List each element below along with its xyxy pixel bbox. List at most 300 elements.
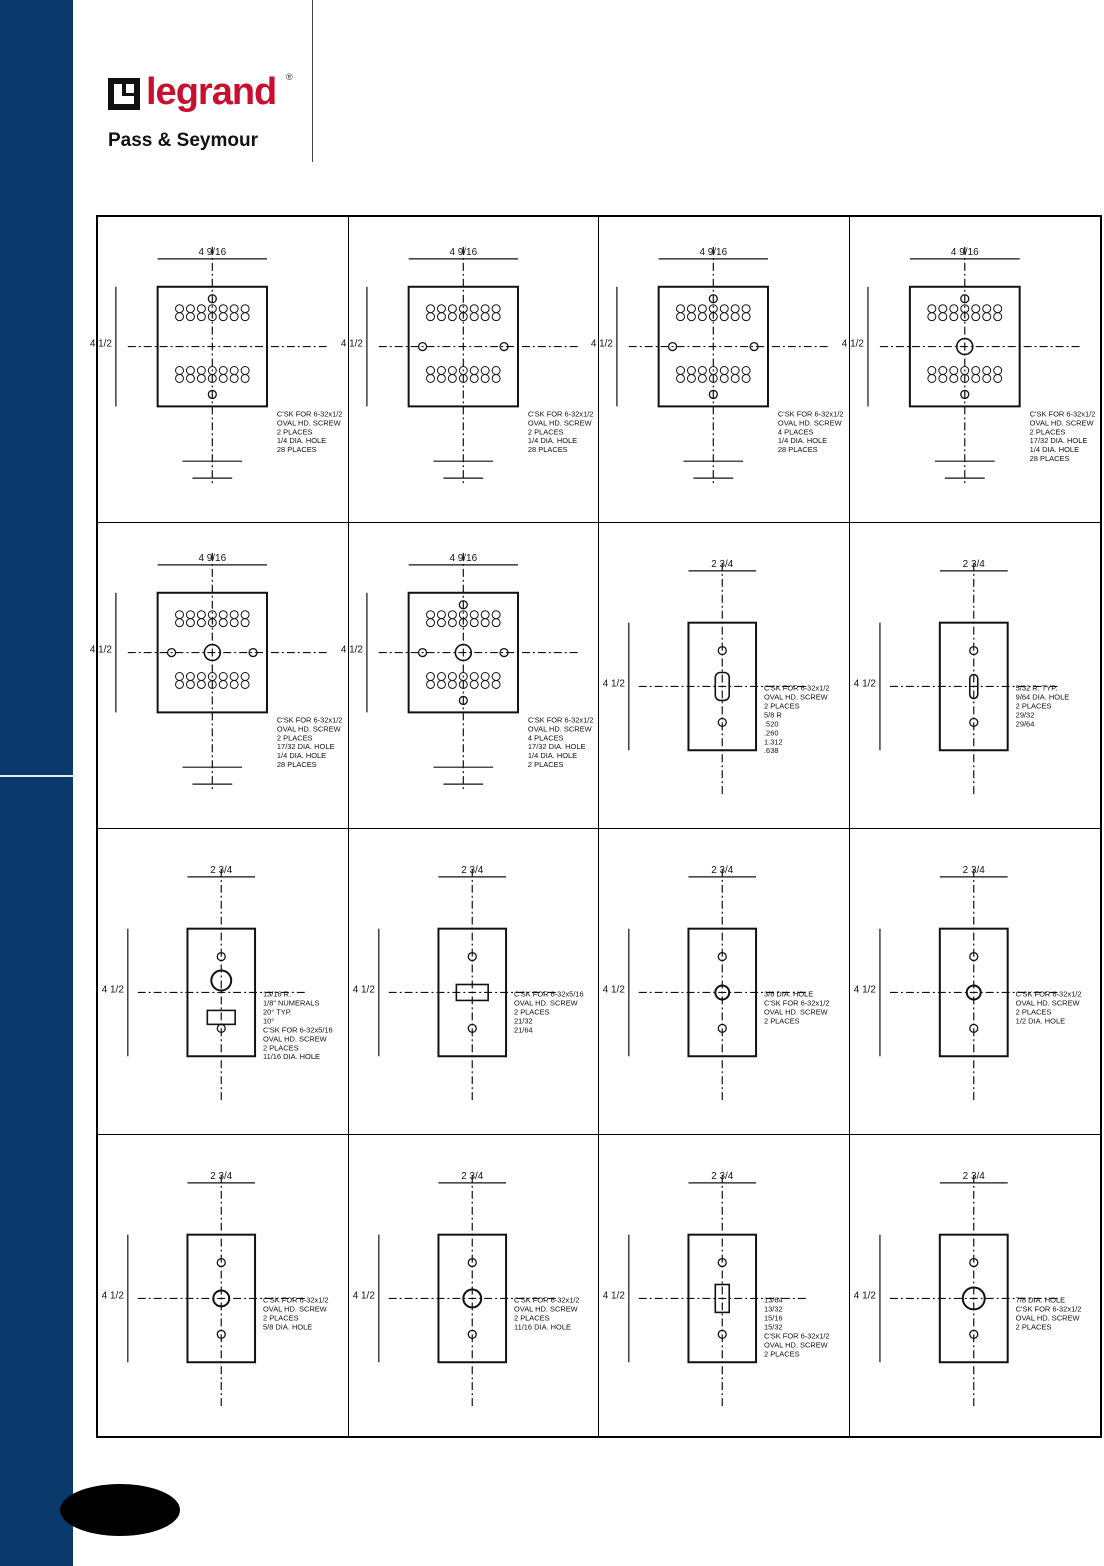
note-6: 1.312 <box>764 737 783 747</box>
note-1: OVAL HD. SCREW <box>1029 418 1094 428</box>
terminal-hole <box>720 374 728 382</box>
note-1: OVAL HD. SCREW <box>276 418 341 428</box>
note-5: 2 PLACES <box>527 760 564 770</box>
terminal-hole <box>742 374 750 382</box>
drawing-svg <box>89 523 348 828</box>
note-0: C'SK FOR 6-32x5/16 <box>513 989 584 999</box>
terminal-hole <box>938 313 946 321</box>
note-2: 4 PLACES <box>527 733 564 743</box>
note-6: 2 PLACES <box>263 1043 299 1053</box>
terminal-hole <box>426 673 434 681</box>
height-label: 4 1/2 <box>853 984 876 996</box>
height-label: 4 1/2 <box>602 1290 625 1302</box>
terminal-hole <box>197 673 205 681</box>
terminal-hole <box>448 367 456 375</box>
terminal-hole <box>241 611 249 619</box>
terminal-hole <box>470 305 478 313</box>
terminal-hole <box>971 367 979 375</box>
note-0: C'SK FOR 6-32x1/2 <box>527 409 593 419</box>
terminal-hole <box>949 374 957 382</box>
terminal-hole <box>241 673 249 681</box>
terminal-hole <box>197 680 205 688</box>
terminal-hole <box>197 619 205 627</box>
header-rule <box>312 0 313 162</box>
note-2: 15/16 <box>764 1313 783 1323</box>
note-2: 2 PLACES <box>1029 427 1065 437</box>
note-3: 15/32 <box>764 1322 783 1332</box>
drawing-svg <box>850 1135 1101 1436</box>
note-1: 1/8" NUMERALS <box>263 998 320 1008</box>
width-label: 4 9/16 <box>699 246 728 258</box>
note-2: 4 PLACES <box>777 427 814 437</box>
width-label: 2 3/4 <box>460 1170 483 1182</box>
terminal-hole <box>470 680 478 688</box>
terminal-hole <box>949 313 957 321</box>
note-3: 17/32 DIA. HOLE <box>1029 436 1087 446</box>
note-1: 13/32 <box>764 1304 783 1314</box>
terminal-hole <box>698 374 706 382</box>
terminal-hole <box>731 367 739 375</box>
terminal-hole <box>426 611 434 619</box>
height-label: 4 1/2 <box>89 644 112 656</box>
terminal-hole <box>197 305 205 313</box>
terminal-hole <box>481 619 489 627</box>
terminal-hole <box>720 367 728 375</box>
width-label: 2 3/4 <box>962 1170 985 1182</box>
terminal-hole <box>492 313 500 321</box>
terminal-hole <box>982 367 990 375</box>
note-1: C'SK FOR 6-32x1/2 <box>1015 1304 1081 1314</box>
drawing-svg <box>89 217 348 522</box>
note-4: 28 PLACES <box>777 445 818 455</box>
terminal-hole <box>437 619 445 627</box>
note-1: OVAL HD. SCREW <box>777 418 842 428</box>
height-label: 4 1/2 <box>590 338 613 350</box>
plate-drawing-5 <box>89 523 349 829</box>
terminal-hole <box>186 374 194 382</box>
note-2: 2 PLACES <box>513 1313 550 1323</box>
note-0: 7/8 DIA. HOLE <box>1015 1295 1065 1305</box>
note-2: OVAL HD. SCREW <box>764 1007 828 1017</box>
plate-drawing-6 <box>340 523 600 829</box>
note-3: 1/4 DIA. HOLE <box>276 436 327 446</box>
terminal-hole <box>938 367 946 375</box>
height-label: 4 1/2 <box>101 984 124 996</box>
plate-drawing-8 <box>850 523 1101 829</box>
logo-wordmark: legrand <box>146 71 277 113</box>
note-0: C'SK FOR 6-32x1/2 <box>263 1295 329 1305</box>
height-label: 4 1/2 <box>853 678 876 690</box>
terminal-hole <box>982 305 990 313</box>
terminal-hole <box>437 367 445 375</box>
note-0: 13/64 <box>764 1295 783 1305</box>
terminal-hole <box>197 374 205 382</box>
note-1: OVAL HD. SCREW <box>513 998 578 1008</box>
plate-drawing-11 <box>599 829 850 1135</box>
legrand-logo <box>108 72 308 162</box>
terminal-hole <box>197 611 205 619</box>
note-1: OVAL HD. SCREW <box>764 692 828 702</box>
sidebar-divider <box>0 775 73 777</box>
terminal-hole <box>219 374 227 382</box>
note-2: 2 PLACES <box>527 427 564 437</box>
terminal-hole <box>186 313 194 321</box>
note-3: 2 PLACES <box>1015 1322 1051 1332</box>
terminal-hole <box>437 680 445 688</box>
terminal-hole <box>448 619 456 627</box>
note-0: C'SK FOR 6-32x1/2 <box>276 409 343 419</box>
plate-drawing-1 <box>89 217 349 523</box>
plate-drawing-13 <box>98 1135 349 1436</box>
note-1: OVAL HD. SCREW <box>276 724 341 734</box>
terminal-hole <box>186 367 194 375</box>
terminal-hole <box>481 673 489 681</box>
terminal-hole <box>176 680 184 688</box>
terminal-hole <box>481 680 489 688</box>
terminal-hole <box>186 619 194 627</box>
terminal-hole <box>993 313 1001 321</box>
note-2: 2 PLACES <box>513 1007 550 1017</box>
note-5: OVAL HD. SCREW <box>764 1340 828 1350</box>
note-0: 13/16 R. <box>263 989 292 999</box>
note-3: 21/32 <box>513 1016 533 1026</box>
terminal-hole <box>219 313 227 321</box>
note-6: 2 PLACES <box>764 1349 800 1359</box>
note-3: 10° <box>263 1016 275 1026</box>
terminal-hole <box>949 305 957 313</box>
terminal-hole <box>230 680 238 688</box>
terminal-hole <box>971 374 979 382</box>
terminal-hole <box>938 305 946 313</box>
sidebar-band <box>0 0 73 1566</box>
terminal-hole <box>698 367 706 375</box>
plate-drawing-14 <box>349 1135 600 1436</box>
drawing-svg <box>340 523 599 828</box>
terminal-hole <box>687 374 695 382</box>
plate-drawing-12 <box>850 829 1101 1135</box>
width-label: 2 3/4 <box>962 864 985 876</box>
terminal-hole <box>230 611 238 619</box>
terminal-hole <box>481 305 489 313</box>
terminal-hole <box>230 673 238 681</box>
height-label: 4 1/2 <box>602 678 625 690</box>
width-label: 2 3/4 <box>711 558 734 570</box>
terminal-hole <box>687 367 695 375</box>
note-2: 2 PLACES <box>764 701 800 711</box>
terminal-hole <box>437 313 445 321</box>
drawing-svg <box>340 217 599 522</box>
width-label: 4 9/16 <box>449 246 477 258</box>
note-0: C'SK FOR 6-32x1/2 <box>764 683 830 693</box>
terminal-hole <box>927 367 935 375</box>
terminal-hole <box>470 313 478 321</box>
note-1: OVAL HD. SCREW <box>527 418 592 428</box>
page-number-oval <box>60 1484 180 1536</box>
height-label: 4 1/2 <box>101 1290 124 1302</box>
terminal-hole <box>230 619 238 627</box>
terminal-hole <box>219 305 227 313</box>
plate-drawing-7 <box>599 523 850 829</box>
terminal-hole <box>470 367 478 375</box>
width-label: 4 9/16 <box>198 246 227 258</box>
terminal-hole <box>731 313 739 321</box>
note-0: 3/8 DIA. HOLE <box>764 989 814 999</box>
note-4: 28 PLACES <box>276 445 317 455</box>
note-1: C'SK FOR 6-32x1/2 <box>764 998 830 1008</box>
note-2: 2 PLACES <box>1015 1007 1051 1017</box>
registered-mark: ® <box>286 72 293 82</box>
terminal-hole <box>176 313 184 321</box>
drawing-svg <box>590 217 849 522</box>
terminal-hole <box>176 367 184 375</box>
plate-drawing-2 <box>340 217 600 523</box>
note-2: 2 PLACES <box>276 733 313 743</box>
note-7: .638 <box>764 746 779 756</box>
terminal-hole <box>230 313 238 321</box>
note-7: 11/16 DIA. HOLE <box>263 1052 320 1062</box>
terminal-hole <box>698 305 706 313</box>
note-0: C'SK FOR 6-32x1/2 <box>276 715 343 725</box>
note-0: C'SK FOR 6-32x1/2 <box>1015 989 1081 999</box>
plate-drawing-3 <box>590 217 850 523</box>
terminal-hole <box>426 305 434 313</box>
terminal-hole <box>993 374 1001 382</box>
terminal-hole <box>742 313 750 321</box>
terminal-hole <box>219 367 227 375</box>
terminal-hole <box>982 313 990 321</box>
terminal-hole <box>971 305 979 313</box>
note-4: 21/64 <box>513 1025 533 1035</box>
plate-drawing-15 <box>599 1135 850 1436</box>
terminal-hole <box>426 367 434 375</box>
note-4: .520 <box>764 719 779 729</box>
drawing-svg <box>349 829 599 1134</box>
terminal-hole <box>492 611 500 619</box>
drawing-svg <box>98 1135 348 1436</box>
width-label: 2 3/4 <box>210 864 233 876</box>
terminal-hole <box>731 305 739 313</box>
note-4: 1/4 DIA. HOLE <box>1029 445 1079 455</box>
terminal-hole <box>176 619 184 627</box>
terminal-hole <box>448 611 456 619</box>
plate-drawing-9 <box>98 829 349 1135</box>
note-3: 1/2 DIA. HOLE <box>1015 1016 1065 1026</box>
terminal-hole <box>241 619 249 627</box>
width-label: 2 3/4 <box>711 1170 734 1182</box>
terminal-hole <box>241 313 249 321</box>
note-4: 29/64 <box>1015 719 1034 729</box>
drawing-svg <box>98 829 348 1134</box>
note-5: OVAL HD. SCREW <box>263 1034 327 1044</box>
terminal-hole <box>742 305 750 313</box>
drawing-svg <box>599 1135 849 1436</box>
terminal-hole <box>186 680 194 688</box>
note-3: 5/8 DIA. HOLE <box>263 1322 313 1332</box>
terminal-hole <box>470 611 478 619</box>
height-label: 4 1/2 <box>352 984 375 996</box>
height-label: 4 1/2 <box>602 984 625 996</box>
terminal-hole <box>982 374 990 382</box>
terminal-hole <box>197 313 205 321</box>
terminal-hole <box>492 374 500 382</box>
terminal-hole <box>241 305 249 313</box>
terminal-hole <box>927 374 935 382</box>
width-label: 2 3/4 <box>210 1170 233 1182</box>
terminal-hole <box>176 611 184 619</box>
terminal-hole <box>949 367 957 375</box>
note-4: 1/4 DIA. HOLE <box>276 751 327 761</box>
drawing-svg <box>349 1135 599 1436</box>
drawing-svg <box>599 829 849 1134</box>
width-label: 2 3/4 <box>962 558 985 570</box>
terminal-hole <box>186 611 194 619</box>
terminal-hole <box>470 673 478 681</box>
terminal-hole <box>448 680 456 688</box>
terminal-hole <box>731 374 739 382</box>
terminal-hole <box>720 305 728 313</box>
terminal-hole <box>492 619 500 627</box>
terminal-hole <box>677 313 685 321</box>
terminal-hole <box>927 313 935 321</box>
drawing-grid <box>89 215 1102 1438</box>
drawing-svg <box>850 523 1101 828</box>
terminal-hole <box>698 313 706 321</box>
plate-drawing-16 <box>850 1135 1101 1436</box>
terminal-hole <box>219 619 227 627</box>
terminal-hole <box>492 305 500 313</box>
terminal-hole <box>492 367 500 375</box>
width-label: 4 9/16 <box>449 552 477 564</box>
terminal-hole <box>437 374 445 382</box>
note-1: OVAL HD. SCREW <box>1015 998 1080 1008</box>
legrand-mark-icon <box>108 78 140 110</box>
terminal-hole <box>448 374 456 382</box>
height-label: 4 1/2 <box>352 1290 375 1302</box>
terminal-hole <box>720 313 728 321</box>
subbrand-name: Pass & Seymour <box>108 130 258 151</box>
note-0: C'SK FOR 6-32x1/2 <box>777 409 844 419</box>
note-3: 2 PLACES <box>764 1016 800 1026</box>
terminal-hole <box>241 367 249 375</box>
note-1: OVAL HD. SCREW <box>527 724 592 734</box>
note-0: C'SK FOR 6-32x1/2 <box>527 715 593 725</box>
terminal-hole <box>481 313 489 321</box>
terminal-hole <box>197 367 205 375</box>
terminal-hole <box>448 313 456 321</box>
terminal-hole <box>492 673 500 681</box>
note-3: 1/4 DIA. HOLE <box>527 436 577 446</box>
terminal-hole <box>448 673 456 681</box>
note-3: 17/32 DIA. HOLE <box>276 742 335 752</box>
terminal-hole <box>971 313 979 321</box>
note-3: 17/32 DIA. HOLE <box>527 742 585 752</box>
terminal-hole <box>481 374 489 382</box>
height-label: 4 1/2 <box>340 338 363 350</box>
note-2: 20° TYP. <box>263 1007 292 1017</box>
note-5: 28 PLACES <box>276 760 317 770</box>
terminal-hole <box>241 374 249 382</box>
terminal-hole <box>176 673 184 681</box>
terminal-hole <box>230 305 238 313</box>
terminal-hole <box>230 367 238 375</box>
note-1: OVAL HD. SCREW <box>263 1304 327 1314</box>
note-3: 29/32 <box>1015 710 1034 720</box>
note-0: C'SK FOR 6-32x1/2 <box>1029 409 1095 419</box>
width-label: 2 3/4 <box>711 864 734 876</box>
terminal-hole <box>687 305 695 313</box>
note-0: 5/32 R. TYP. <box>1015 683 1057 693</box>
terminal-hole <box>426 313 434 321</box>
width-label: 2 3/4 <box>460 864 483 876</box>
terminal-hole <box>186 305 194 313</box>
note-2: 2 PLACES <box>1015 701 1051 711</box>
terminal-hole <box>677 367 685 375</box>
terminal-hole <box>742 367 750 375</box>
terminal-hole <box>448 305 456 313</box>
terminal-hole <box>219 611 227 619</box>
plate-drawing-4 <box>841 217 1101 523</box>
note-3: 1/4 DIA. HOLE <box>777 436 828 446</box>
terminal-hole <box>230 374 238 382</box>
note-4: C'SK FOR 6-32x5/16 <box>263 1025 333 1035</box>
note-5: 28 PLACES <box>1029 454 1070 464</box>
terminal-hole <box>677 305 685 313</box>
terminal-hole <box>219 680 227 688</box>
drawing-svg <box>841 217 1101 522</box>
plate-drawing-10 <box>349 829 600 1135</box>
drawing-svg <box>599 523 849 828</box>
terminal-hole <box>470 619 478 627</box>
note-4: C'SK FOR 6-32x1/2 <box>764 1331 830 1341</box>
height-label: 4 1/2 <box>89 338 112 350</box>
terminal-hole <box>219 673 227 681</box>
note-4: 28 PLACES <box>527 445 568 455</box>
note-2: 2 PLACES <box>263 1313 299 1323</box>
height-label: 4 1/2 <box>853 1290 876 1302</box>
note-1: OVAL HD. SCREW <box>513 1304 578 1314</box>
terminal-hole <box>481 367 489 375</box>
terminal-hole <box>677 374 685 382</box>
drawing-svg <box>850 829 1101 1134</box>
note-3: 5/8 R <box>764 710 782 720</box>
note-1: 9/64 DIA. HOLE <box>1015 692 1069 702</box>
note-3: 11/16 DIA. HOLE <box>513 1322 571 1332</box>
terminal-hole <box>492 680 500 688</box>
height-label: 4 1/2 <box>841 338 864 350</box>
terminal-hole <box>176 374 184 382</box>
note-4: 1/4 DIA. HOLE <box>527 751 577 761</box>
terminal-hole <box>470 374 478 382</box>
terminal-hole <box>687 313 695 321</box>
terminal-hole <box>176 305 184 313</box>
terminal-hole <box>241 680 249 688</box>
terminal-hole <box>186 673 194 681</box>
terminal-hole <box>481 611 489 619</box>
terminal-hole <box>426 374 434 382</box>
note-5: .260 <box>764 728 779 738</box>
note-2: 2 PLACES <box>276 427 313 437</box>
width-label: 4 9/16 <box>950 246 979 258</box>
note-0: C'SK FOR 6-32x1/2 <box>513 1295 580 1305</box>
terminal-hole <box>927 305 935 313</box>
terminal-hole <box>437 673 445 681</box>
terminal-hole <box>437 305 445 313</box>
terminal-hole <box>993 367 1001 375</box>
terminal-hole <box>426 680 434 688</box>
terminal-hole <box>993 305 1001 313</box>
terminal-hole <box>437 611 445 619</box>
note-2: OVAL HD. SCREW <box>1015 1313 1080 1323</box>
